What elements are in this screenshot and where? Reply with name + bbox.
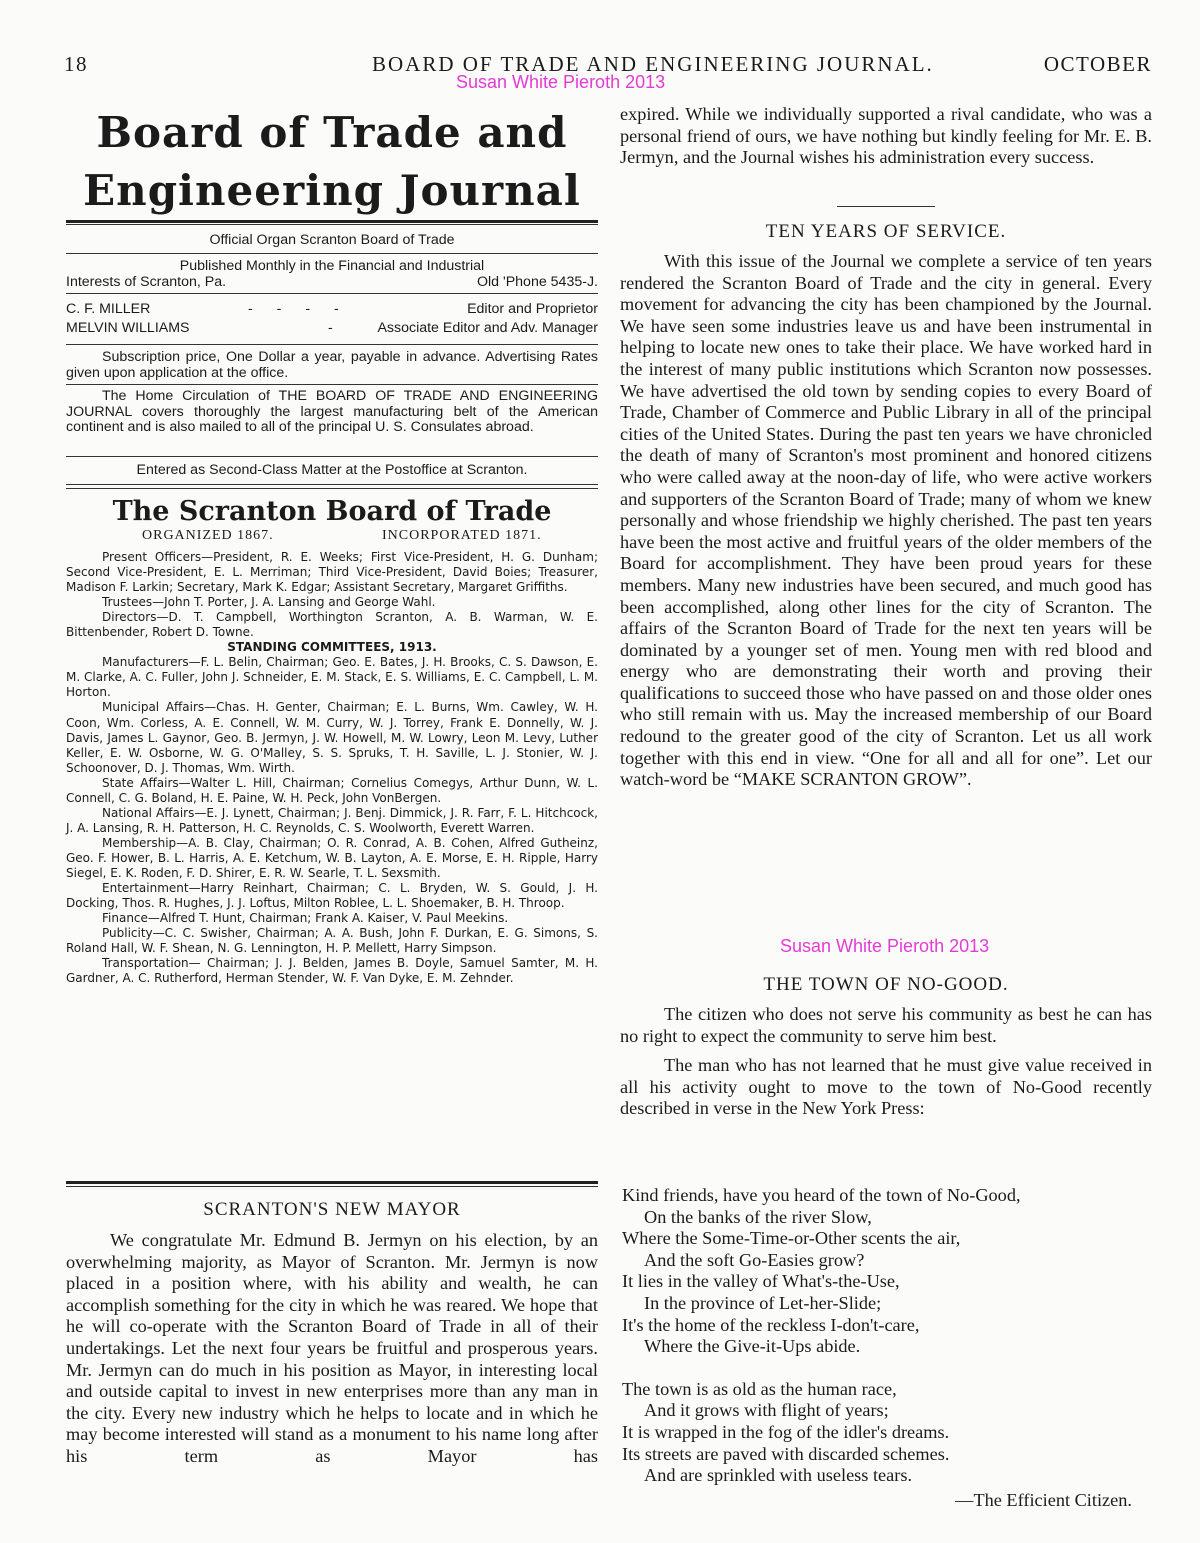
no-good-article <box>620 1004 1152 1120</box>
committee-paragraph: Transportation— Chairman; J. J. Belden, James B. Doyle, Samuel Samter, M. H. Gardner, A. C. Rutherford, Herman Stender, W. F. Van Dyke, E. M. Zehnder. <box>66 956 598 986</box>
standing-committees-heading: STANDING COMMITTEES, 1913. <box>227 640 437 655</box>
organized-date: ORGANIZED 1867. <box>142 528 274 543</box>
published-line-2: Interests of Scranton, Pa. <box>66 273 227 290</box>
associate-editor-name: MELVIN WILLIAMS <box>66 320 190 336</box>
no-good-heading: THE TOWN OF NO-GOOD. <box>763 974 1009 995</box>
poem <box>622 1185 1154 1487</box>
masthead-line-1: Board of Trade and <box>96 108 568 157</box>
committee-paragraph: Finance—Alfred T. Hunt, Chairman; Frank A. Kaiser, V. Paul Meekins. <box>102 911 509 926</box>
divider <box>66 1181 598 1184</box>
divider <box>66 456 598 457</box>
poem-line: Where the Give-it-Ups abide. <box>644 1336 861 1357</box>
poem-line: It lies in the valley of What's-the-Use, <box>622 1271 900 1292</box>
published-line-1: Published Monthly in the Financial and Industrial <box>179 258 485 274</box>
divider <box>66 253 598 254</box>
committee-paragraph: Publicity—C. C. Swisher, Chairman; A. A. Bush, John F. Durkan, E. G. Simons, S. Roland Hall, W. F. Shean, N. G. Lennington, H. P. Mellett, Harry Simpson. <box>66 926 598 956</box>
journal-title-header: BOARD OF TRADE AND ENGINEERING JOURNAL. <box>372 52 934 76</box>
mayor-heading: SCRANTON'S NEW MAYOR <box>203 1199 461 1220</box>
divider <box>66 1186 598 1187</box>
trustees-paragraph: Trustees—John T. Porter, J. A. Lansing and George Wahl. <box>102 595 436 610</box>
entered-notice: Entered as Second-Class Matter at the Postoffice at Scranton. <box>136 462 528 478</box>
poem-line: It is wrapped in the fog of the idler's dreams. <box>622 1421 950 1442</box>
divider <box>66 220 598 223</box>
board-title: The Scranton Board of Trade <box>112 496 552 527</box>
poem-line: And are sprinkled with useless tears. <box>644 1465 913 1486</box>
poem-line: In the province of Let-her-Slide; <box>644 1292 882 1313</box>
poem-line: Where the Some-Time-or-Other scents the air, <box>622 1228 961 1249</box>
divider <box>66 293 598 294</box>
masthead-line-2: Engineering Journal <box>83 166 581 215</box>
staff-list <box>66 302 598 338</box>
divider <box>66 384 598 385</box>
poem-line: On the banks of the river Slow, <box>644 1206 872 1227</box>
poem-line: Its streets are paved with discarded schemes. <box>622 1443 950 1464</box>
committee-paragraph: National Affairs—E. J. Lynett, Chairman; J. Benj. Dimmick, J. R. Farr, F. L. Hitchcock, J. A. Lansing, R. H. Patterson, H. C. Reynolds, C. S. Woolworth, Everett Warren. <box>66 805 598 835</box>
associate-editor-title: Associate Editor and Adv. Manager <box>377 320 598 336</box>
issue-month: OCTOBER <box>1043 52 1152 76</box>
no-good-paragraph-1: The citizen who does not serve his community as best he can has no right to expect the community to serve him best. <box>620 1004 1152 1046</box>
committee-paragraph: Entertainment—Harry Reinhart, Chairman; C. L. Bryden, W. S. Gould, J. H. Docking, Thos. R. Hughes, J. J. Loftus, Milton Roblee, L. L. Shoemaker, B. H. Throop. <box>66 881 598 911</box>
official-organ: Official Organ Scranton Board of Trade <box>209 232 455 248</box>
publication-info <box>66 259 598 290</box>
divider <box>837 206 935 207</box>
officers-paragraph: Present Officers—President, R. E. Weeks; First Vice-President, H. G. Dunham; Second Vice-President, E. L. Merriman; Third Vice-President, David Boies; Treasurer, Madison F. Larkin; Secretary, Mark K. Edgar; Assistant Secretary, Margaret Griffiths. <box>66 550 598 595</box>
page-number: 18 <box>64 52 88 76</box>
associate-leader: - <box>328 320 333 336</box>
poem-attribution: —The Efficient Citizen. <box>955 1490 1132 1510</box>
committee-paragraph: Membership—A. B. Clay, Chairman; O. R. Conrad, A. B. Cohen, Alfred Gutheinz, Geo. F. Hower, B. L. Harris, A. E. Ketchum, W. B. Layton, A. E. Morse, E. H. Ripple, Harry Siegel, E. K. Roden, F. D. Shirer, E. R. W. Searle, T. L. Sexsmith. <box>66 835 598 880</box>
poem-line: Kind friends, have you heard of the town of No-Good, <box>622 1185 1021 1205</box>
ten-years-article <box>620 251 1152 791</box>
board-committees <box>66 550 598 986</box>
divider <box>66 224 598 225</box>
mayor-article-text: We congratulate Mr. Edmund B. Jermyn on his election, by an overwhelming majority, as Mayor of Scranton. Mr. Jermyn is now placed in a position where, with his ability and wealth, he can accomplish something for the city in which he was reared. We hope that he will co-operate with the Scranton Board of Trade in all of their undertakings. Let the next four years be fruitful and prosperous years. Mr. Jermyn can do much in his position as Mayor, in interesting local and outside capital to invest in new enterprises more than any man in the city. Every new industry which he helps to locate and in which he may become interested will stand as a monument to his name long after his term as Mayor has <box>66 1230 598 1466</box>
watermark-top: Susan White Pieroth 2013 <box>456 72 666 92</box>
watermark-middle: Susan White Pieroth 2013 <box>780 936 990 956</box>
editor-leader: - - - - <box>248 301 339 317</box>
circulation-notice: The Home Circulation of THE BOARD OF TRADE AND ENGINEERING JOURNAL covers thoroughly the largest manufacturing belt of the American continent and is also mailed to all of the principal U. S. Consulates abroad. <box>66 388 598 435</box>
mayor-article-continued <box>620 104 1152 169</box>
editor-name: C. F. MILLER <box>66 301 151 317</box>
mayor-article <box>66 1230 598 1468</box>
ten-years-heading: TEN YEARS OF SERVICE. <box>765 221 1007 242</box>
poem-line: The town is as old as the human race, <box>622 1378 897 1399</box>
poem-line: And the soft Go-Easies grow? <box>644 1249 865 1270</box>
divider <box>66 344 598 345</box>
committee-paragraph: Manufacturers—F. L. Belin, Chairman; Geo. E. Bates, J. H. Brooks, C. S. Dawson, E. M. Clarke, A. C. Fuller, John J. Schneider, E. M. Stack, E. S. Williams, E. C. Campbell, L. M. Horton. <box>66 655 598 700</box>
divider <box>66 488 598 489</box>
mayor-article-continued-text: expired. While we individually supported a rival candidate, who was a personal friend of ours, we have nothing but kindly feeling for Mr. E. B. Jermyn, and the Journal wishes his administration every success. <box>620 104 1152 168</box>
directors-paragraph: Directors—D. T. Campbell, Worthington Scranton, A. B. Warman, W. E. Bittenbender, Robert D. Towne. <box>66 610 598 640</box>
poem-line: It's the home of the reckless I-don't-care, <box>622 1314 920 1335</box>
committee-paragraph: Municipal Affairs—Chas. H. Genter, Chairman; E. L. Burns, Wm. Cawley, W. H. Coon, Wm. Corless, A. E. Connell, W. M. Curry, W. J. Torrey, Frank E. Donnelly, W. J. Davis, James L. Gaynor, Geo. B. Jermyn, J. W. Howell, M. W. Lowry, Leon M. Levy, Luther Keller, E. W. Osborne, W. G. O'Malley, S. S. Spruks, T. H. Saville, L. J. Stonier, W. J. Schoonover, D. J. Thomas, Wm. Wirth. <box>66 700 598 775</box>
incorporated-date: INCORPORATED 1871. <box>382 528 542 543</box>
no-good-paragraph-2: The man who has not learned that he must give value received in all his activity ought to move to the town of No-Good recently described in verse in the New York Press: <box>620 1055 1152 1119</box>
committee-paragraph: State Affairs—Walter L. Hill, Chairman; Cornelius Comegys, Arthur Dunn, W. L. Connell, C. G. Boland, H. E. Paine, W. H. Peck, John VonBergen. <box>66 775 598 805</box>
editor-title: Editor and Proprietor <box>467 301 598 317</box>
ten-years-article-text: With this issue of the Journal we complete a service of ten years rendered the Scranton Board of Trade and the city in general. Every movement for advancing the city has been championed by the Journal. We have seen some industries leave us and have been instrumental in helping to locate new ones to take their place. We have worked hard in the interest of many public institutions which Scranton now possesses. We have advertised the old town by sending copies to every Board of Trade, Chamber of Commerce and Public Library in all of the principal cities of the United States. During the past ten years we have chronicled the death of many of Scranton's most prominent and honored citizens who were called away at the noon-day of life, who were active workers and supporters of the Scranton Board of Trade; many of whom we knew personally and whose friendship we highly cherished. The past ten years have been the most active and fruitful years of the older members of the Board for accomplishment. They have been proud years for these members. Many new industries have been secured, and much good has been accomplished, along other lines for the city of Scranton. The affairs of the Scranton Board of Trade for the next ten years will be dominated by a younger set of men. Young men with red blood and energy who are demonstrating their worth and proving their qualifications to succeed those who have passed on and those older ones who still remain with us. May the increased membership of our Board redound to the greater good of the city of Scranton. Let us all work together with this end in view. “One for all and all for one”. Let our watch-word be “MAKE SCRANTON GROW”. <box>620 251 1152 790</box>
poem-line: And it grows with flight of years; <box>644 1400 889 1421</box>
divider <box>66 484 598 485</box>
subscription-notice: Subscription price, One Dollar a year, payable in advance. Advertising Rates given upon application at the office. <box>66 349 598 381</box>
phone-number: Old 'Phone 5435-J. <box>476 273 598 290</box>
masthead <box>66 104 598 220</box>
